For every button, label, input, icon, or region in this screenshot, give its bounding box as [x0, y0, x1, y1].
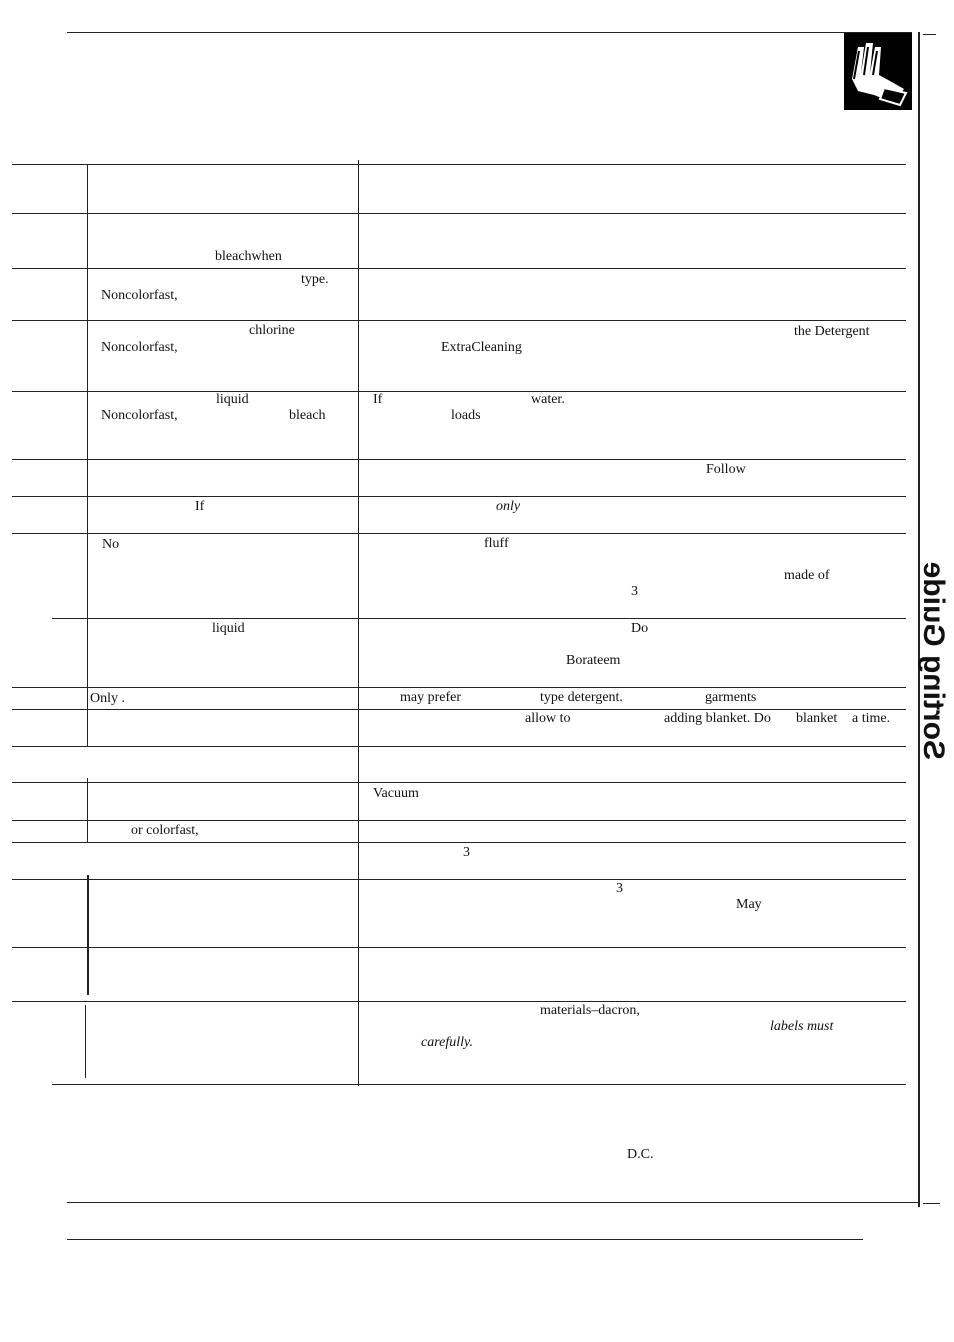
cell-text: the Detergent [794, 324, 870, 339]
table-rule [12, 268, 906, 269]
footer-text: D.C. [627, 1147, 654, 1162]
cell-text: 3 [463, 845, 470, 860]
cell-text: adding blanket. Do [664, 711, 771, 726]
cell-text: liquid [212, 621, 245, 636]
cell-text: materials–dacron, [540, 1003, 640, 1018]
cell-text: If [373, 392, 383, 407]
cell-text: Do [631, 621, 649, 636]
cell-text: Vacuum [373, 786, 419, 801]
cell-text: If [195, 499, 205, 514]
column-rule [87, 164, 88, 746]
cell-text: Noncolorfast, [101, 340, 178, 355]
table-rule [12, 496, 906, 497]
cell-text: or colorfast, [131, 823, 199, 838]
table-rule [52, 618, 906, 619]
table-rule [12, 782, 906, 783]
cell-text: Borateem [566, 653, 621, 668]
cell-text: type. [301, 272, 329, 287]
table-rule [52, 1084, 906, 1085]
cell-text: 3 [631, 584, 638, 599]
table-rule [12, 213, 906, 214]
table-rule [12, 391, 906, 392]
table-rule [12, 709, 906, 710]
side-tick-bottom [923, 1203, 940, 1204]
cell-text: ExtraCleaning [441, 340, 522, 355]
cell-text: labels must [770, 1019, 834, 1034]
table-rule [12, 320, 906, 321]
cell-text: water. [531, 392, 565, 407]
cell-text: bleachwhen [215, 249, 282, 264]
hand-pointing-icon [844, 33, 912, 110]
table-rule [12, 459, 906, 460]
column-rule [87, 778, 88, 842]
cell-text: Noncolorfast, [101, 408, 178, 423]
cell-text: Noncolorfast, [101, 288, 178, 303]
table-rule [12, 687, 906, 688]
column-rule [85, 1005, 86, 1078]
column-rule [87, 875, 89, 995]
cell-text: garments [705, 690, 757, 705]
cell-text: blanket [796, 711, 838, 726]
cell-text: bleach [289, 408, 326, 423]
footer-rule [67, 1239, 863, 1240]
cell-text: a time. [852, 711, 891, 726]
table-rule [12, 820, 906, 821]
cell-text: Follow [706, 462, 746, 477]
cell-text: fluff [484, 536, 509, 551]
cell-text: only [496, 499, 521, 514]
table-rule [12, 533, 906, 534]
table-rule [12, 164, 906, 165]
cell-text: made of [784, 568, 830, 583]
cell-text: 3 [616, 881, 623, 896]
top-rule [67, 32, 912, 33]
cell-text: may prefer [400, 690, 462, 705]
cell-text: loads [451, 408, 481, 423]
cell-text: allow to [525, 711, 571, 726]
cell-text: May [736, 897, 762, 912]
table-rule [12, 1001, 906, 1002]
cell-text: liquid [216, 392, 249, 407]
side-tab [917, 480, 950, 760]
footer-rule [67, 1202, 918, 1203]
side-tick-top [923, 34, 936, 35]
cell-text: type detergent. [540, 690, 623, 705]
table-rule [12, 879, 906, 880]
column-rule [358, 160, 359, 1086]
cell-text: carefully. [421, 1035, 473, 1050]
cell-text: chlorine [249, 323, 295, 338]
table-rule [12, 842, 906, 843]
cell-text: Only . [90, 691, 125, 706]
cell-text: No [102, 537, 120, 552]
table-rule [12, 947, 906, 948]
table-rule [12, 746, 906, 747]
side-tab-label: Sorting Guide [917, 561, 950, 760]
